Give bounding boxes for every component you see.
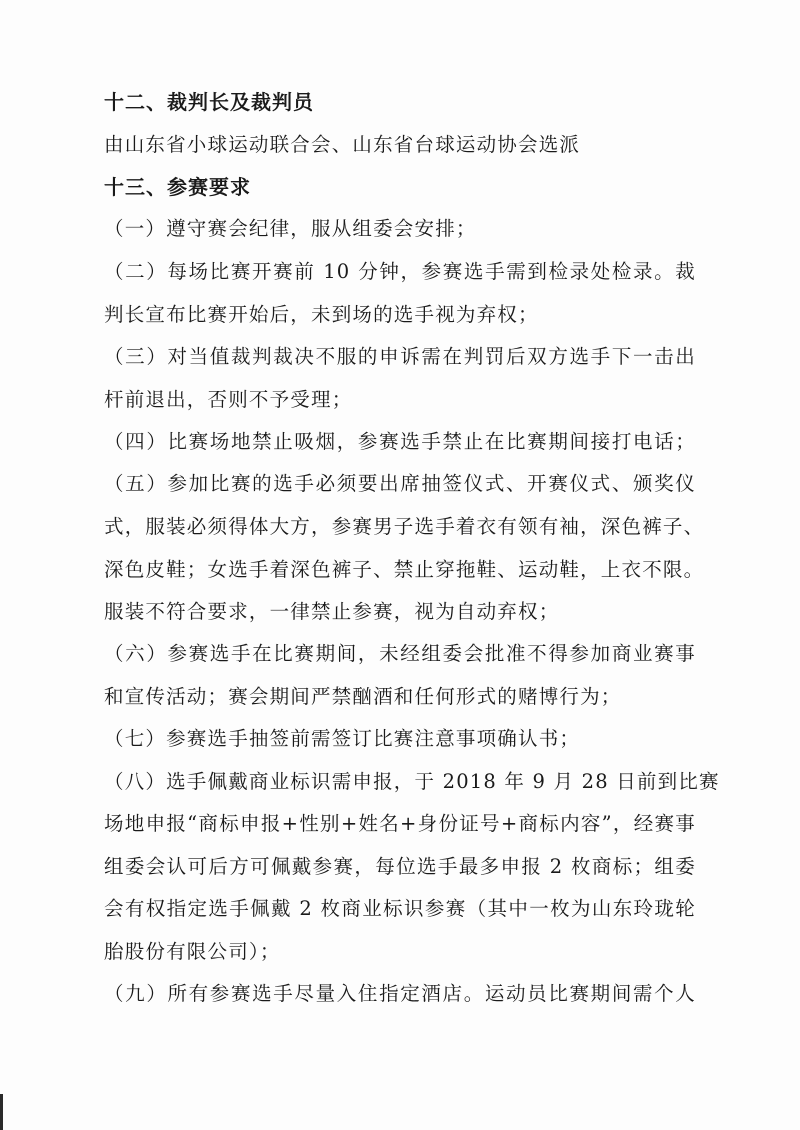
rule-8-line-5: 胎股份有限公司）； <box>104 940 281 963</box>
rule-8-line-3: 组委会认可后方可佩戴参赛，每位选手最多申报 2 枚商标；组委 <box>104 855 696 878</box>
rule-5-line-3: 深色皮鞋；女选手着深色裤子、禁止穿拖鞋、运动鞋，上衣不限。 <box>104 558 705 581</box>
rule-5-line-4: 服装不符合要求，一律禁止参赛，视为自动弃权； <box>104 600 560 623</box>
rule-3-line-2: 杆前退出，否则不予受理； <box>104 388 353 411</box>
rule-3-line-1: （三）对当值裁判裁决不服的申诉需在判罚后双方选手下一击出 <box>104 345 696 368</box>
scan-edge-mark <box>0 1094 3 1130</box>
section-13-heading: 十三、参赛要求 <box>104 175 251 199</box>
rule-8-line-1: （八）选手佩戴商业标识需申报，于 2018 年 9 月 28 日前到比赛 <box>104 770 720 793</box>
rule-5-line-1: （五）参加比赛的选手必须要出席抽签仪式、开赛仪式、颁奖仪 <box>104 472 696 495</box>
rule-8-line-4: 会有权指定选手佩戴 2 枚商业标识参赛（其中一枚为山东玲珑轮 <box>104 897 696 920</box>
rule-4-line: （四）比赛场地禁止吸烟，参赛选手禁止在比赛期间接打电话； <box>104 430 696 453</box>
rule-2-line-2: 判长宣布比赛开始后，未到场的选手视为弃权； <box>104 303 539 326</box>
rule-6-line-1: （六）参赛选手在比赛期间，未经组委会批准不得参加商业赛事 <box>104 642 696 665</box>
rule-1-line: （一）遵守赛会纪律，服从组委会安排； <box>104 217 477 240</box>
rule-2-line-1: （二）每场比赛开赛前 10 分钟，参赛选手需到检录处检录。裁 <box>104 260 696 283</box>
rule-7-line: （七）参赛选手抽签前需签订比赛注意事项确认书； <box>104 727 581 750</box>
section-12-body: 由山东省小球运动联合会、山东省台球运动协会选派 <box>104 133 581 156</box>
rule-8-line-2: 场地申报“商标申报+性别+姓名+身份证号+商标内容”，经赛事 <box>104 812 696 835</box>
rule-9-line-1: （九）所有参赛选手尽量入住指定酒店。运动员比赛期间需个人 <box>104 982 696 1005</box>
rule-5-line-2: 式，服装必须得体大方，参赛男子选手着衣有领有袖，深色裤子、 <box>104 515 705 538</box>
rule-6-line-2: 和宣传活动；赛会期间严禁酗酒和任何形式的赌博行为； <box>104 685 622 708</box>
section-12-heading: 十二、裁判长及裁判员 <box>104 90 314 114</box>
